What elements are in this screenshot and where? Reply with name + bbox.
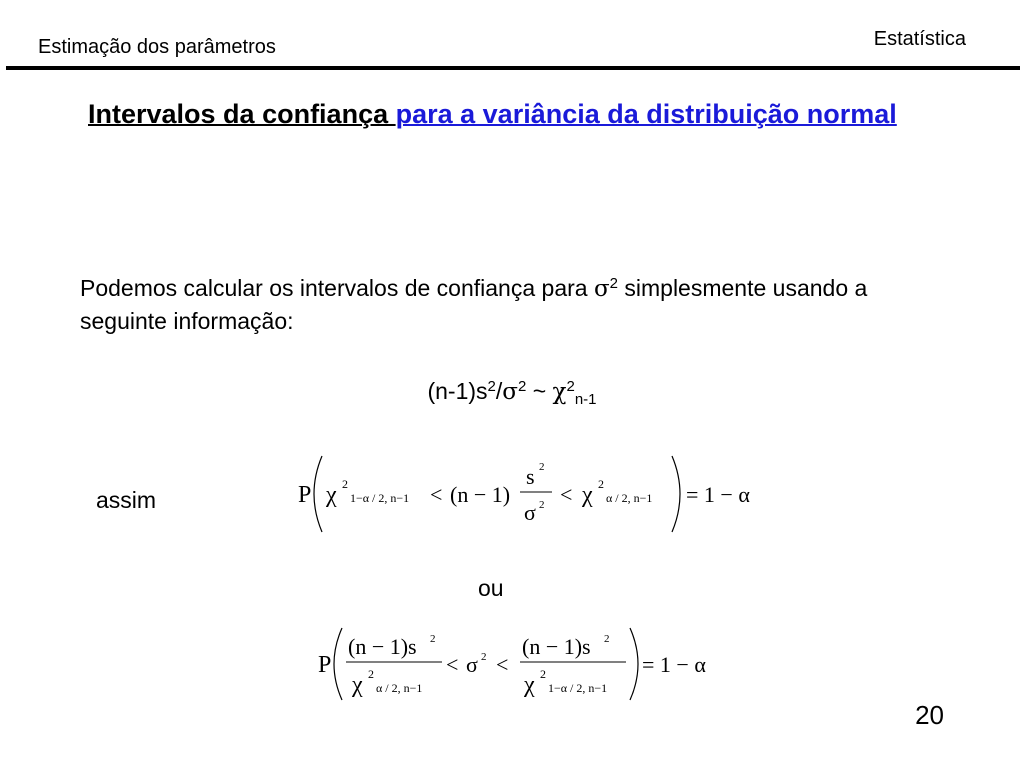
page-number: 20 xyxy=(915,700,944,730)
probability-equation-sigma xyxy=(314,622,734,712)
superscript: 2 xyxy=(487,378,496,395)
label-assim: assim xyxy=(96,487,157,513)
eq1-right-paren xyxy=(672,456,680,532)
eq2-chi-sq: 2 xyxy=(368,667,374,681)
intro-text-start: Podemos calcular os intervalos de confiança para xyxy=(80,275,594,301)
eq1-sub-lower: 1−α / 2, n−1 xyxy=(350,491,410,505)
superscript: 2 xyxy=(609,275,618,292)
superscript: 2 xyxy=(517,378,527,395)
subscript: n-1 xyxy=(574,391,597,408)
eq2-chi-upper: χ xyxy=(352,672,363,698)
eq2-P: P xyxy=(318,652,332,678)
eq2-num-sq: 2 xyxy=(430,633,436,645)
eq1-sq-upper: 2 xyxy=(598,477,604,491)
eq1-chi-upper: χ xyxy=(582,482,593,508)
title-main: Intervalos da confiança xyxy=(88,99,396,129)
header-section-title: Estimação dos parâmetros xyxy=(38,36,276,58)
eq2-sub-lower: 1−α / 2, n−1 xyxy=(548,681,608,695)
eq2-numerator-left: (n − 1)s xyxy=(348,634,417,659)
eq1-sub-upper: α / 2, n−1 xyxy=(606,491,653,505)
eq1-chi-lower: χ xyxy=(326,482,337,508)
eq2-lt-1: < xyxy=(446,652,459,677)
eq2-sigma-sq: 2 xyxy=(481,651,487,663)
sigma-symbol: σ xyxy=(593,276,610,302)
eq2-rhs: = 1 − α xyxy=(642,652,706,677)
eq1-left-paren xyxy=(314,456,322,532)
intro-text-end: simplesmente usando a seguinte informação: xyxy=(80,275,868,334)
eq2-numerator-right: (n − 1)s xyxy=(522,634,591,659)
header-divider xyxy=(6,66,1020,70)
eq1-lt-1: < xyxy=(430,482,443,507)
eq2-chi-sq-lower: 2 xyxy=(540,667,546,681)
chi-square-relation xyxy=(0,378,1024,408)
eq1-sigma: σ xyxy=(524,500,536,525)
eq1-s: s xyxy=(526,464,535,489)
eq1-s-sq: 2 xyxy=(539,461,545,473)
eq1-rhs: = 1 − α xyxy=(686,482,750,507)
eq2-lt-2: < xyxy=(496,652,509,677)
eq1-sq: 2 xyxy=(342,477,348,491)
formula-lhs: (n-1)s xyxy=(427,378,488,404)
eq2-right-paren xyxy=(630,628,638,700)
superscript: 2 xyxy=(566,378,575,395)
formula-tilde: ~ xyxy=(526,378,553,404)
chi-symbol: χ xyxy=(552,379,567,405)
title-highlight-link[interactable]: para a variância da distribuição normal xyxy=(395,99,897,129)
intro-paragraph xyxy=(80,272,960,337)
header-subject: Estatística xyxy=(873,28,966,50)
eq1-P: P xyxy=(298,482,312,508)
formula-slash: / xyxy=(495,378,503,404)
eq2-chi-lower: χ xyxy=(524,672,535,698)
slide-title xyxy=(88,94,936,134)
label-ou: ou xyxy=(478,575,504,601)
eq1-lt-2: < xyxy=(560,482,573,507)
eq1-sigma-sq: 2 xyxy=(539,499,545,511)
probability-equation-chi xyxy=(290,450,770,540)
eq2-sub-upper: α / 2, n−1 xyxy=(376,681,423,695)
eq2-left-paren xyxy=(334,628,342,700)
eq1-n-minus-1: (n − 1) xyxy=(450,482,511,507)
sigma-symbol: σ xyxy=(502,379,518,405)
eq2-sigma: σ xyxy=(466,652,478,677)
eq2-num-sq-right: 2 xyxy=(604,633,610,645)
